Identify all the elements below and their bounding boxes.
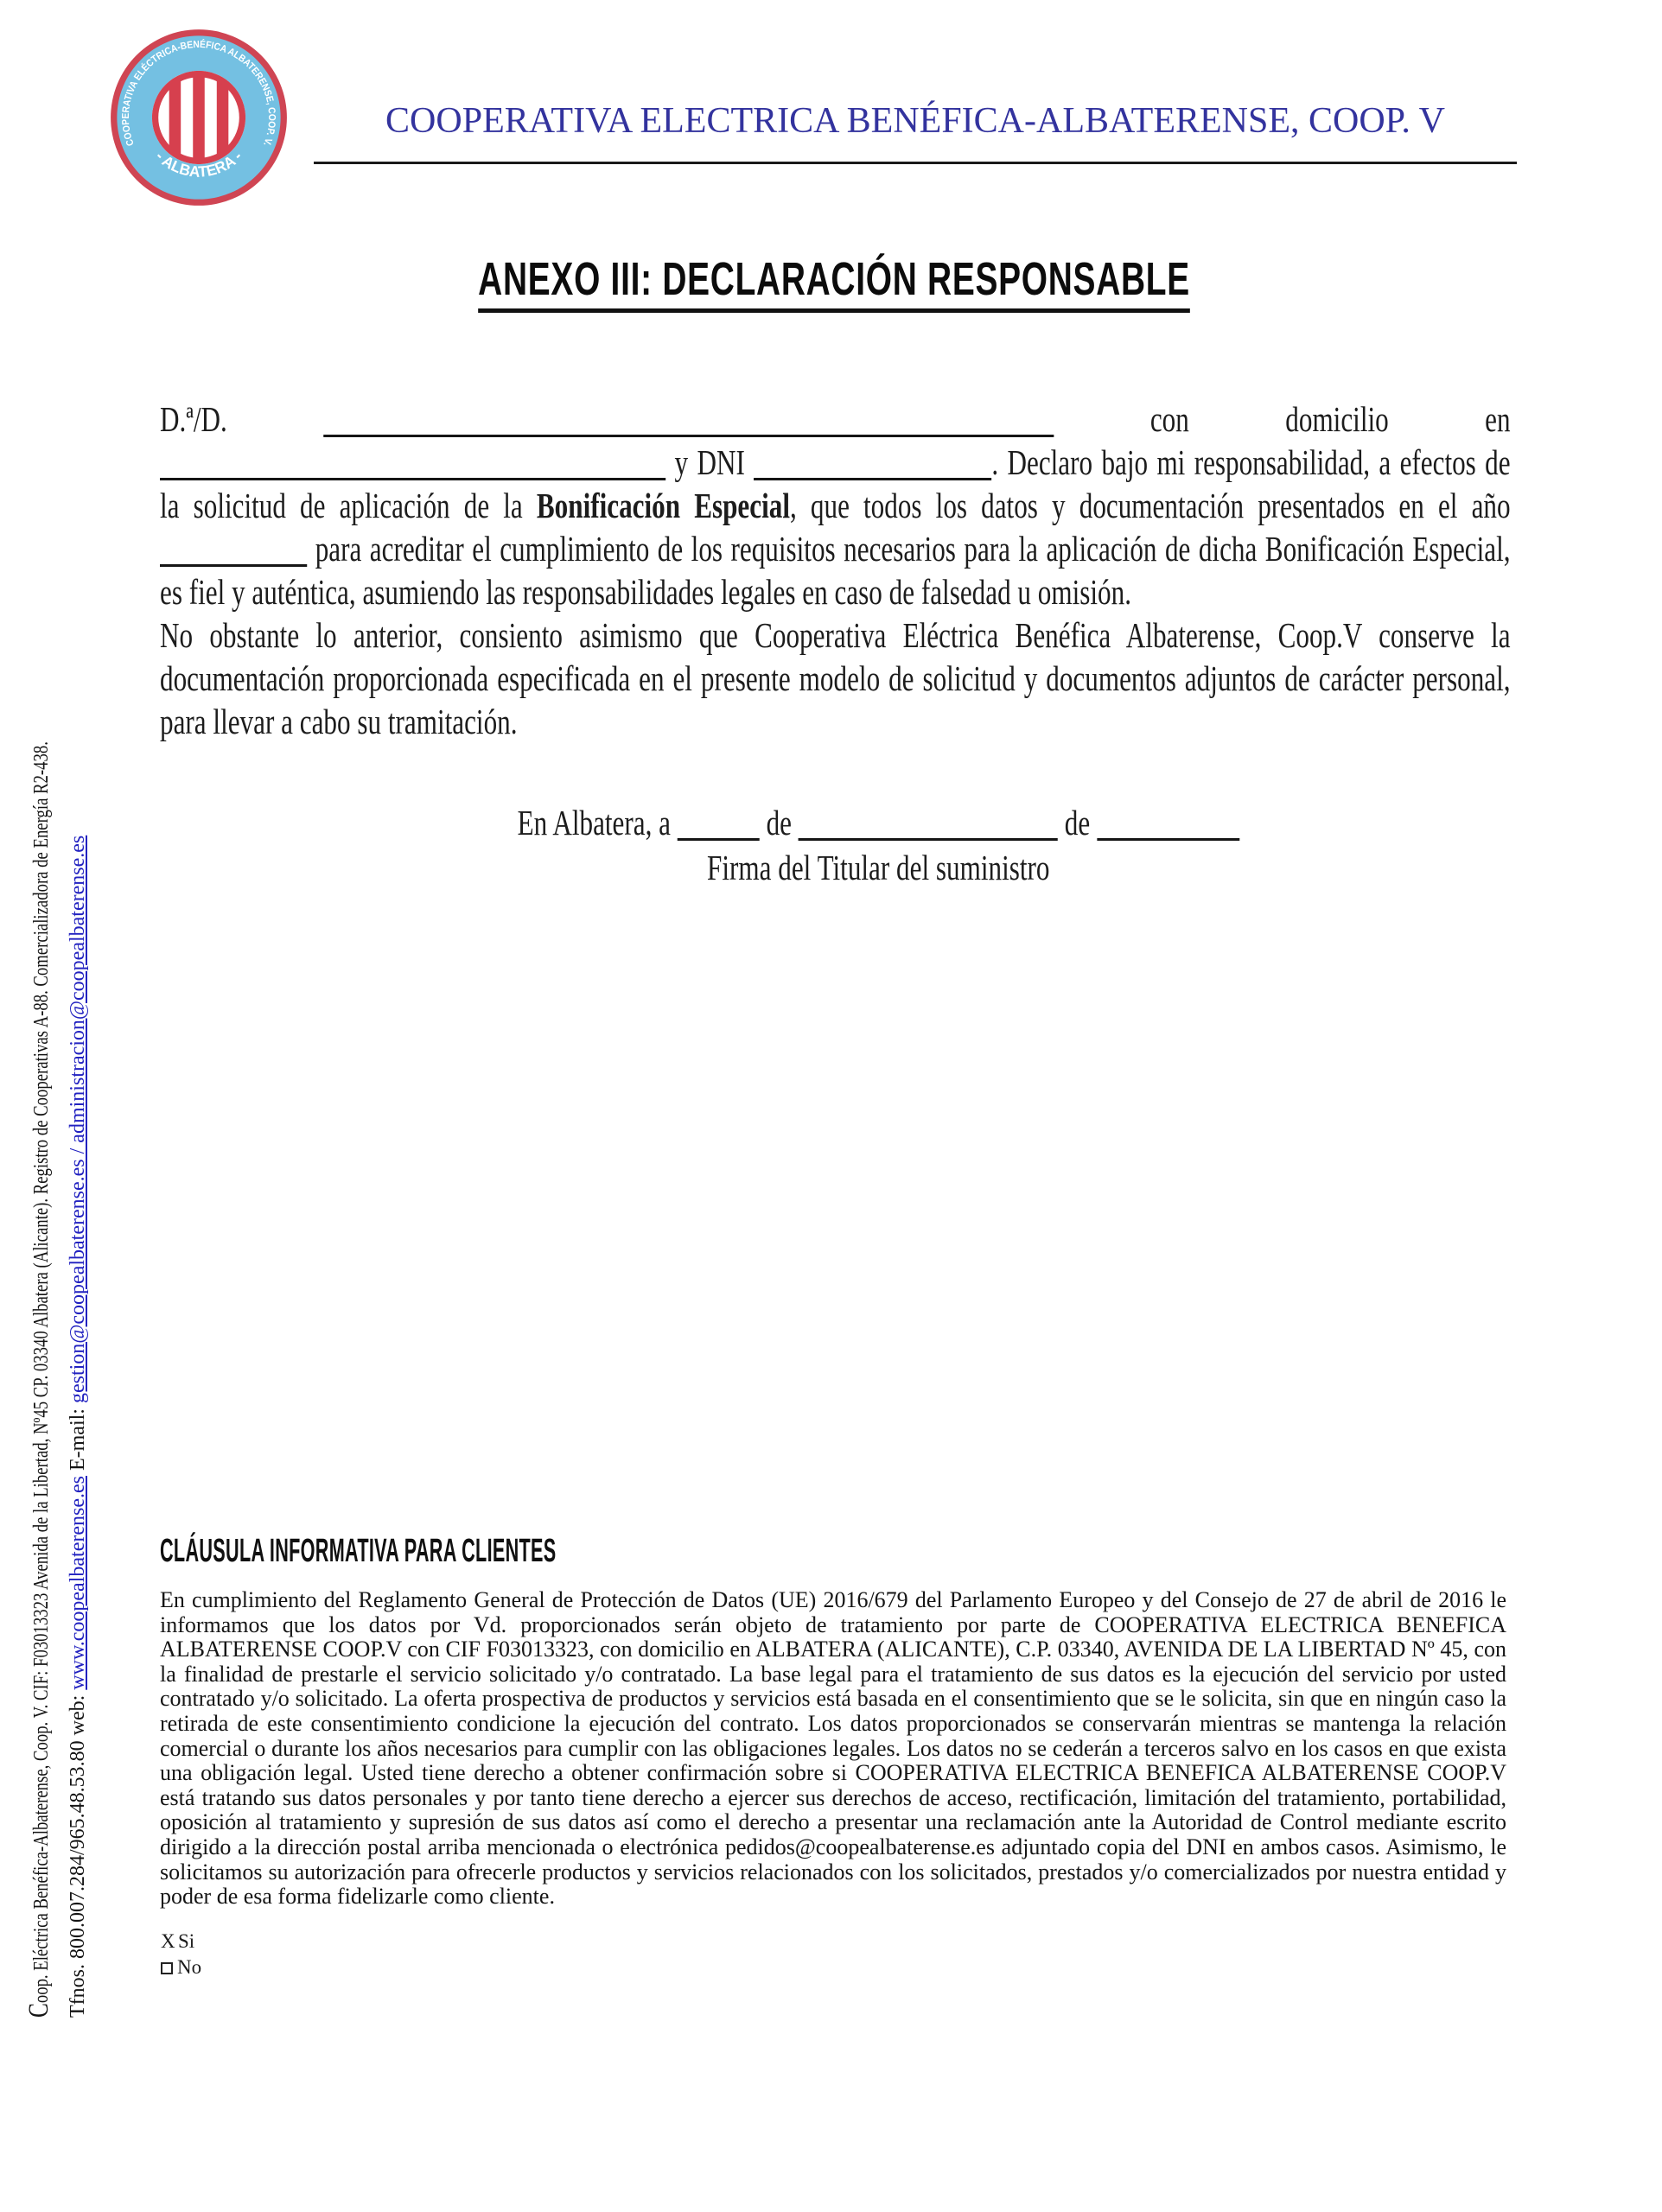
consent-no-label: No bbox=[177, 1956, 202, 1978]
blank-month-field[interactable] bbox=[799, 809, 1058, 841]
blank-day-field[interactable] bbox=[678, 809, 760, 841]
signature-block bbox=[203, 800, 1554, 890]
logo-bottom-text: - ALBATERA - bbox=[152, 147, 245, 181]
declaration-paragraph-2: No obstante lo anterior, consiento asimismo que Cooperativa Eléctrica Benéfica Albaterense, Coop.V conserve la documentación proporcionada especificada en el presente modelo de solicitud y documentos adjuntos de carácter personal, para llevar a cabo su tramitación. bbox=[160, 615, 1511, 741]
sig-de-2: de bbox=[1064, 803, 1091, 842]
sig-de-1: de bbox=[766, 803, 793, 842]
decl-prefix: D.ª/D. bbox=[160, 399, 227, 439]
consent-option-si[interactable] bbox=[161, 1929, 201, 1955]
doc-title bbox=[160, 252, 1508, 313]
signature-caption: Firma del Titular del suministro bbox=[707, 848, 1050, 887]
sidebar-phones: Tfnos. 800.007.284/965.48.53.80 web: bbox=[67, 1689, 89, 2018]
blank-name-field[interactable] bbox=[323, 405, 1054, 437]
blank-address-field[interactable] bbox=[160, 448, 665, 480]
declaration-paragraph bbox=[160, 397, 1511, 613]
org-title: COOPERATIVA ELECTRICA BENÉFICA-ALBATERENSE, COOP. V bbox=[385, 101, 1445, 141]
clausula-heading: CLÁUSULA INFORMATIVA PARA CLIENTES bbox=[160, 1533, 557, 1569]
consent-option-no[interactable] bbox=[161, 1955, 201, 1980]
sidebar-contact-line bbox=[67, 836, 90, 2018]
decl-text-3: para acreditar el cumplimiento de los requisitos necesarios para la aplicación de dicha Bonificación Especial, es fiel y auténtica, asumiendo las responsabilidades legales en caso de falsedad u omisión. bbox=[160, 529, 1511, 612]
consent-si-x-marker: X bbox=[161, 1930, 175, 1952]
sidebar-legal-line: Coop. Eléctrica Benéfica-Albaterense, Coop. V. CIF: F03013323 Avenida de la Libertad, Nº45 CP. 03340 Albatera (Alicante). Registro de Cooperativas A-88. Comercializadora de Energía R2-438. bbox=[23, 741, 54, 2018]
sidebar-email-label: E-mail: bbox=[67, 1403, 89, 1477]
logo-ring-text: COOPERATIVA ELÉCTRICA-BENÉFICA ALBATERENSE, COOP. V. bbox=[120, 39, 277, 148]
blank-signature-year-field[interactable] bbox=[1097, 809, 1239, 841]
decl-bonificacion: Bonificación Especial bbox=[536, 486, 790, 525]
declaration-block bbox=[160, 397, 1511, 743]
web-link[interactable]: www.coopealbaterense.es bbox=[67, 1476, 89, 1690]
signature-line bbox=[203, 800, 1554, 845]
decl-domicilio: con domicilio en bbox=[1149, 399, 1511, 439]
clausula-paragraph: En cumplimiento del Reglamento General de Protección de Datos (UE) 2016/679 del Parlamento Europeo y del Consejo de 27 de abril de 2016 le informamos que los datos por Vd. proporcionados serán objeto de tratamiento por parte de COOPERATIVA ELECTRICA BENEFICA ALBATERENSE COOP.V con CIF F03013323, con domicilio en ALBATERA (ALICANTE), C.P. 03340, AVENIDA DE LA LIBERTAD Nº 45, con la finalidad de prestarle el servicio solicitado y/o contratado. La base legal para el tratamiento de sus datos es la ejecución del servicio por usted contratado y/o solicitado. La oferta prospectiva de productos y servicios está basada en el consentimiento que se le solicita, sin que en ningún caso la retirada de este consentimiento condicione la ejecución del contrato. Los datos proporcionados se conservarán mientras se mantenga la relación comercial o durante los años necesarios para cumplir con las obligaciones legales. Los datos no se cederán a terceros salvo en los casos en que exista una obligación legal. Usted tiene derecho a obtener confirmación sobre si COOPERATIVA ELECTRICA BENEFICA ALBATERENSE COOP.V está tratando sus datos personales y por tanto tiene derecho a ejercer sus derechos de acceso, rectificación, limitación del tratamiento, portabilidad, oposición al tratamiento y supresión de sus datos así como el derecho a presentar una reclamación ante la Autoridad de Control mediante escrito dirigido a la dirección postal arriba mencionada o electrónica pedidos@coopealbaterense.es adjuntado copia del DNI en ambos casos. Asimismo, le solicitamos su autorización para ofrecerle productos y servicios relacionados con los solicitados, prestados y/o comercializados por nuestra entidad y poder de esa forma fidelizarle como cliente. bbox=[160, 1587, 1506, 1910]
consent-options bbox=[161, 1929, 201, 1980]
checkbox-unchecked-icon bbox=[161, 1962, 173, 1974]
coop-logo-badge-icon bbox=[109, 26, 289, 209]
consent-si-label: Si bbox=[178, 1930, 195, 1952]
decl-text-2: , que todos los datos y documentación presentados en el año bbox=[789, 486, 1511, 525]
email-link[interactable]: gestion@coopealbaterense.es / administracion@coopealbaterense.es bbox=[67, 835, 89, 1404]
doc-title-text: ANEXO III: DECLARACIÓN RESPONSABLE bbox=[478, 252, 1190, 313]
decl-dni-label: y DNI bbox=[674, 442, 745, 482]
sig-place: En Albatera, a bbox=[517, 803, 672, 842]
header-rule bbox=[314, 162, 1517, 164]
blank-year-field[interactable] bbox=[160, 535, 307, 567]
blank-dni-field[interactable] bbox=[754, 448, 991, 480]
decl-text-1: . Declaro bajo mi responsabilidad, a efectos de la solicitud de aplicación de la bbox=[160, 442, 1511, 525]
